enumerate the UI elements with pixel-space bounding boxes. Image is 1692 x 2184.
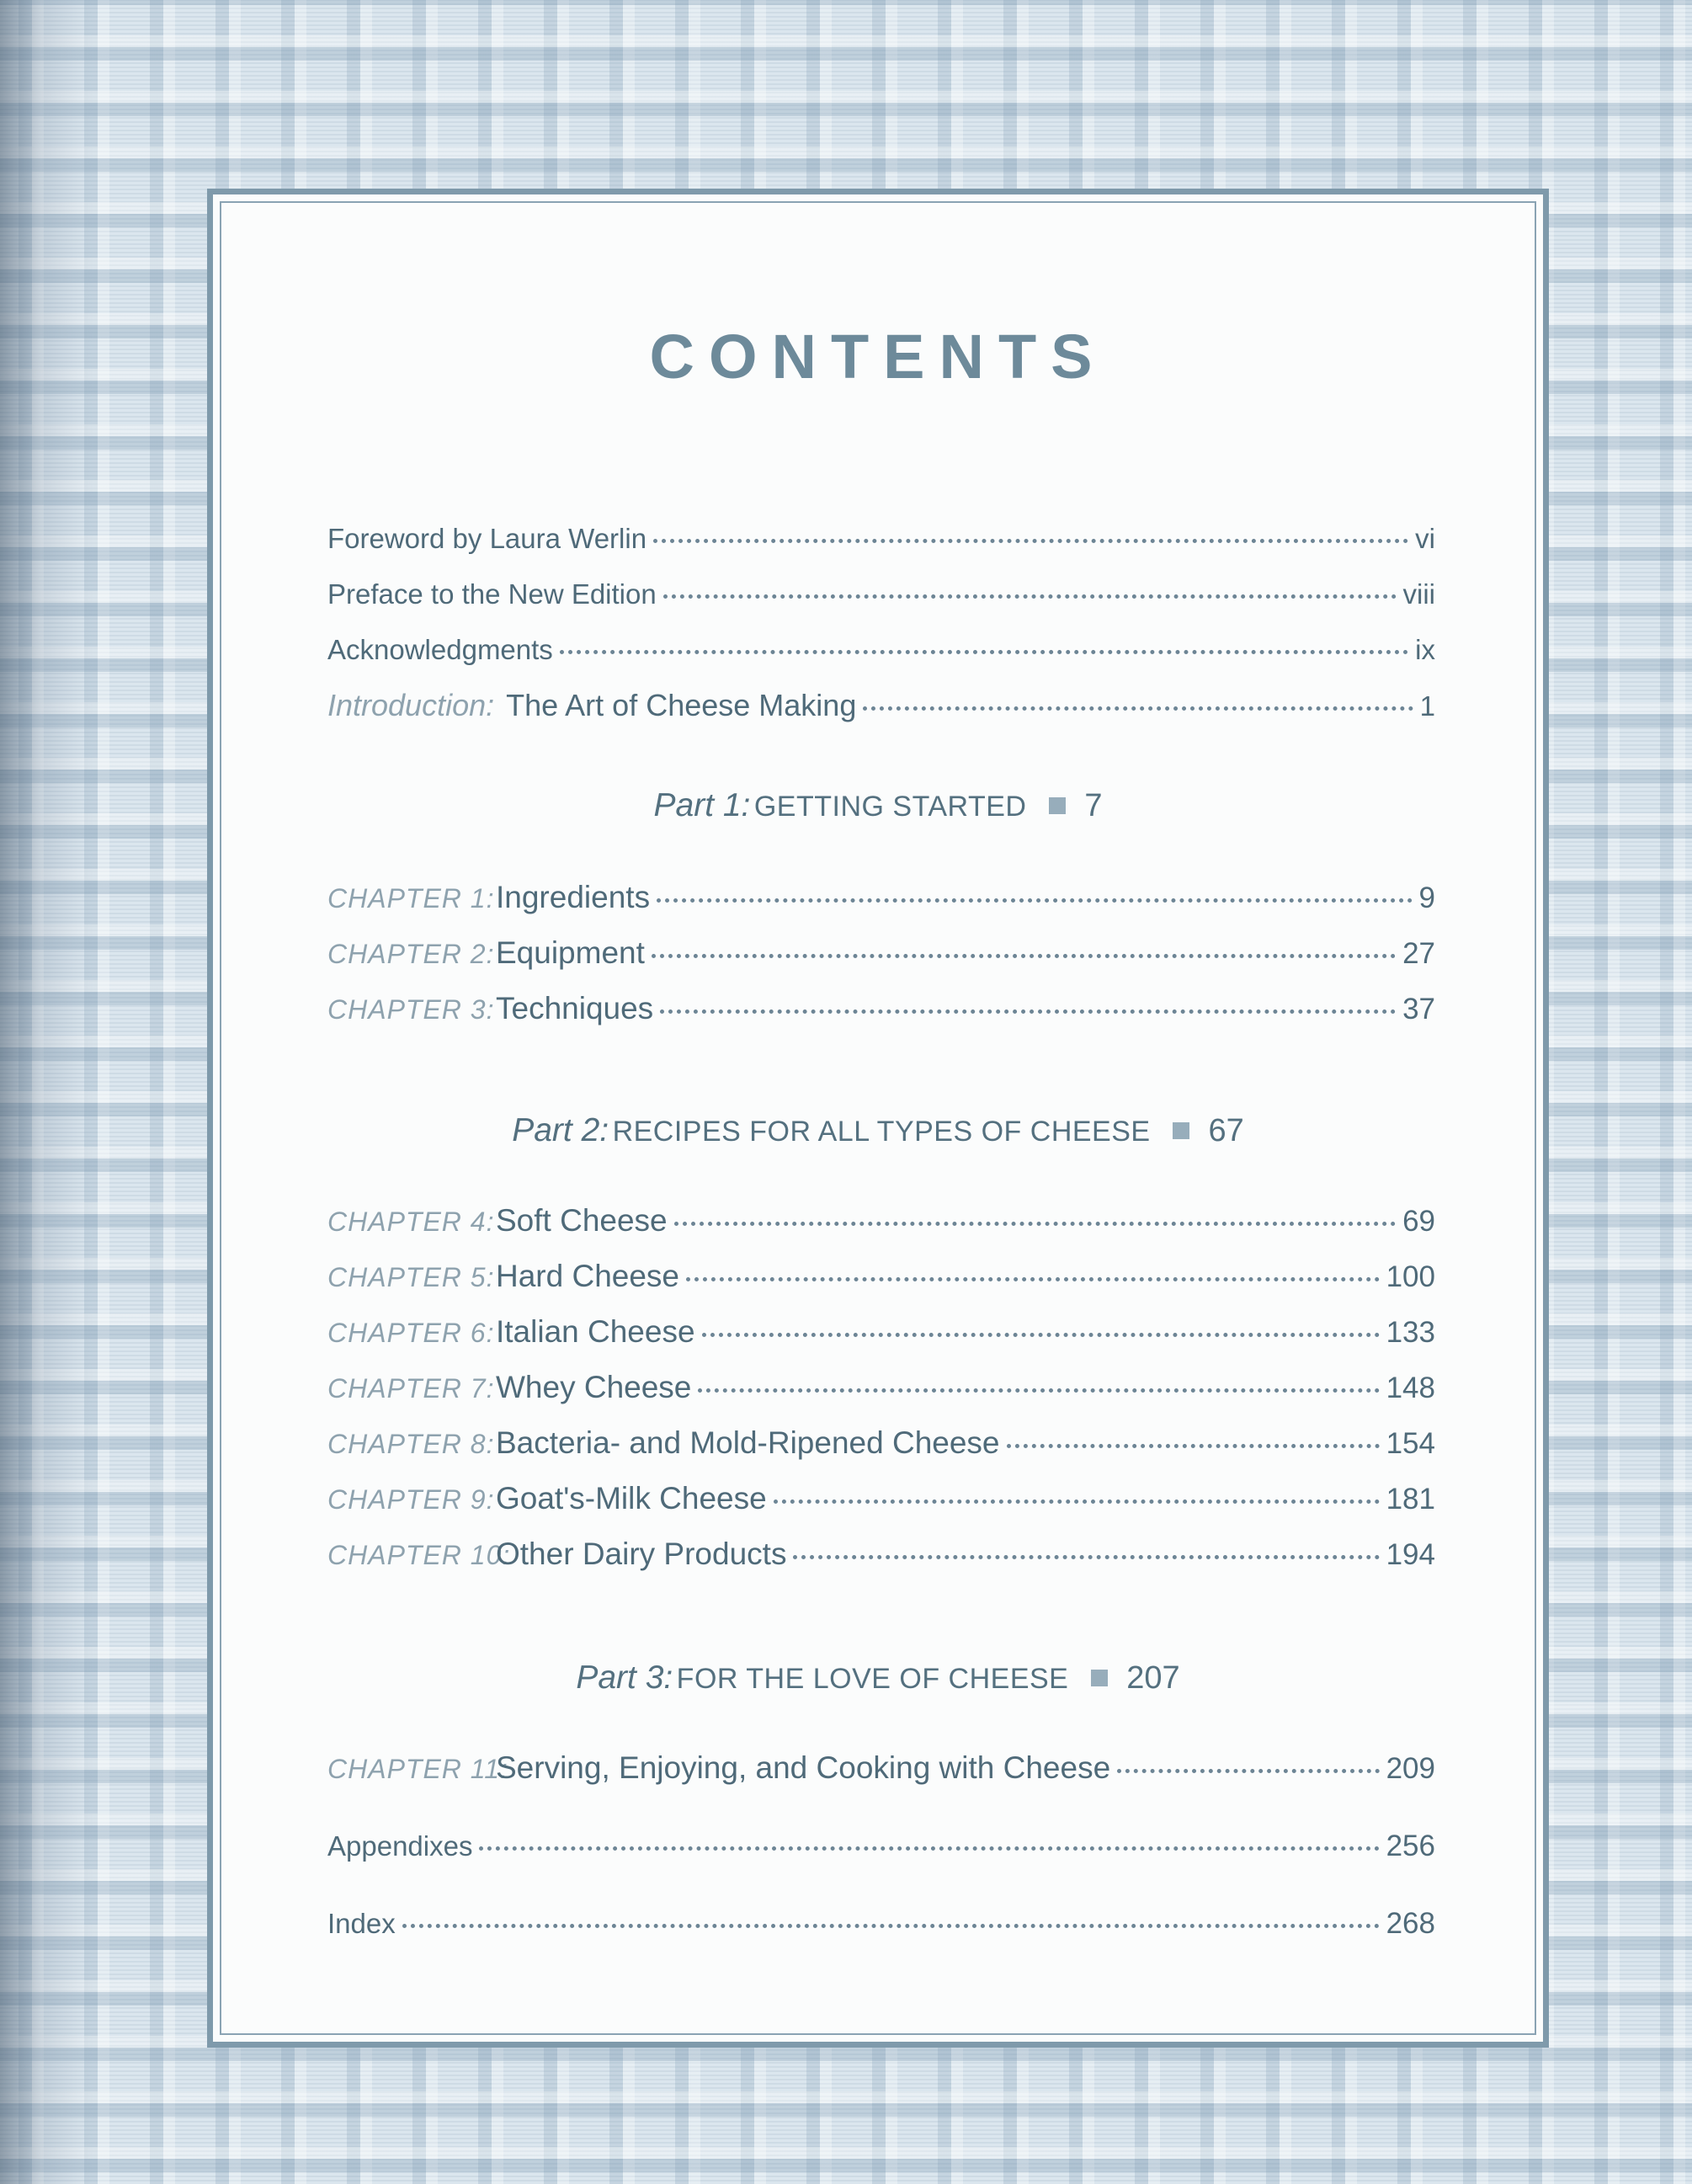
chapter-prefix: CHAPTER 11: — [327, 1754, 508, 1784]
toc-entry-chapter-2 — [327, 935, 1435, 971]
chapter-title: Hard Cheese — [496, 1259, 680, 1293]
dot-leader — [663, 594, 1397, 599]
toc-entry-label: Foreword by Laura Werlin — [327, 523, 647, 554]
toc-entry-preface — [327, 578, 1435, 610]
toc-entry-label: Appendixes — [327, 1830, 473, 1862]
chapter-prefix: CHAPTER 5: — [327, 1262, 495, 1292]
toc-entry-appendixes — [327, 1830, 1435, 1863]
toc-entry-page: 256 — [1386, 1830, 1435, 1862]
chapter-title: Whey Cheese — [496, 1370, 692, 1404]
toc-entry-chapter-8 — [327, 1425, 1435, 1461]
part-page: 67 — [1208, 1113, 1244, 1148]
chapter-title: Equipment — [496, 935, 645, 970]
chapter-title: Goat's-Milk Cheese — [496, 1481, 767, 1515]
chapter-page: 209 — [1386, 1752, 1435, 1785]
dot-leader — [793, 1555, 1379, 1559]
chapter-title: Bacteria- and Mold-Ripened Cheese — [496, 1425, 1000, 1460]
toc-entry-acknowledgments — [327, 634, 1435, 666]
dot-leader — [657, 898, 1412, 903]
toc-entry-label: Index — [327, 1908, 396, 1939]
chapter-prefix: CHAPTER 9: — [327, 1484, 495, 1515]
dot-leader — [652, 954, 1396, 958]
part-page: 207 — [1126, 1660, 1180, 1696]
toc-entry-label: The Art of Cheese Making — [506, 688, 857, 722]
part-heading-2 — [213, 1112, 1543, 1149]
page-title: CONTENTS — [649, 322, 1107, 392]
toc-entry-chapter-6 — [327, 1314, 1435, 1350]
toc-entry-chapter-10 — [327, 1537, 1435, 1572]
part-label: Part 3: — [576, 1659, 673, 1696]
chapter-title: Serving, Enjoying, and Cooking with Cheese — [496, 1750, 1111, 1785]
toc-entry-foreword — [327, 523, 1435, 555]
chapter-prefix: CHAPTER 1: — [327, 883, 495, 914]
chapter-page: 194 — [1386, 1538, 1435, 1571]
dot-leader — [402, 1924, 1380, 1928]
toc-entry-prefix: Introduction: — [327, 688, 495, 722]
toc-entry-page: ix — [1415, 634, 1435, 665]
chapter-prefix: CHAPTER 2: — [327, 939, 495, 969]
toc-entry-page: 268 — [1386, 1907, 1435, 1940]
toc-entry-introduction — [327, 688, 1435, 723]
part-title: GETTING STARTED — [753, 791, 1027, 823]
chapter-page: 37 — [1402, 993, 1435, 1025]
toc-entry-page: vi — [1415, 523, 1435, 554]
chapter-page: 181 — [1386, 1483, 1435, 1515]
toc-entry-label: Acknowledgments — [327, 634, 553, 665]
dot-leader — [686, 1277, 1380, 1281]
dot-leader — [1007, 1444, 1380, 1448]
chapter-page: 100 — [1386, 1260, 1435, 1293]
part-label: Part 1: — [653, 787, 751, 823]
toc-entry-index — [327, 1907, 1435, 1941]
square-bullet-icon — [1049, 797, 1066, 814]
square-bullet-icon — [1173, 1122, 1189, 1139]
chapter-prefix: CHAPTER 6: — [327, 1318, 495, 1348]
toc-entry-chapter-9 — [327, 1481, 1435, 1516]
chapter-page: 154 — [1386, 1427, 1435, 1460]
toc-entry-label: Preface to the New Edition — [327, 578, 657, 610]
dot-leader — [653, 539, 1408, 543]
chapter-page: 148 — [1386, 1372, 1435, 1404]
toc-entry-page: 1 — [1419, 690, 1435, 722]
chapter-title: Italian Cheese — [496, 1314, 695, 1349]
dot-leader — [863, 706, 1413, 711]
chapter-title: Other Dairy Products — [496, 1537, 787, 1571]
part-heading-1 — [213, 787, 1543, 824]
part-heading-3 — [213, 1659, 1543, 1697]
dot-leader — [479, 1846, 1379, 1851]
page-gutter-shadow — [0, 0, 93, 2184]
toc-entry-chapter-5 — [327, 1259, 1435, 1294]
chapter-page: 133 — [1386, 1316, 1435, 1349]
part-label: Part 2: — [512, 1112, 609, 1148]
contents-frame — [207, 189, 1549, 2048]
part-page: 7 — [1084, 788, 1103, 823]
chapter-title: Ingredients — [496, 880, 651, 914]
dot-leader — [774, 1500, 1380, 1504]
chapter-prefix: CHAPTER 8: — [327, 1429, 495, 1459]
chapter-page: 9 — [1418, 882, 1435, 914]
dot-leader — [1117, 1769, 1379, 1773]
dot-leader — [560, 650, 1408, 654]
chapter-prefix: CHAPTER 4: — [327, 1207, 495, 1237]
part-title: FOR THE LOVE OF CHEESE — [676, 1663, 1069, 1695]
toc-entry-page: viii — [1402, 578, 1435, 610]
dot-leader — [660, 1009, 1396, 1014]
dot-leader — [698, 1388, 1379, 1393]
chapter-page: 69 — [1402, 1205, 1435, 1238]
part-title: RECIPES FOR ALL TYPES OF CHEESE — [612, 1116, 1151, 1148]
dot-leader — [702, 1333, 1380, 1337]
toc-entry-chapter-7 — [327, 1370, 1435, 1405]
toc-entry-chapter-4 — [327, 1203, 1435, 1238]
chapter-prefix: CHAPTER 3: — [327, 994, 495, 1025]
chapter-title: Soft Cheese — [496, 1203, 668, 1238]
dot-leader — [674, 1222, 1396, 1226]
chapter-prefix: CHAPTER 7: — [327, 1373, 495, 1404]
toc-entry-chapter-3 — [327, 991, 1435, 1026]
chapter-page: 27 — [1402, 937, 1435, 970]
chapter-title: Techniques — [496, 991, 654, 1025]
chapter-prefix: CHAPTER 10: — [327, 1540, 511, 1570]
toc-entry-chapter-1 — [327, 880, 1435, 915]
square-bullet-icon — [1091, 1670, 1108, 1686]
toc-entry-chapter-11 — [327, 1750, 1435, 1786]
